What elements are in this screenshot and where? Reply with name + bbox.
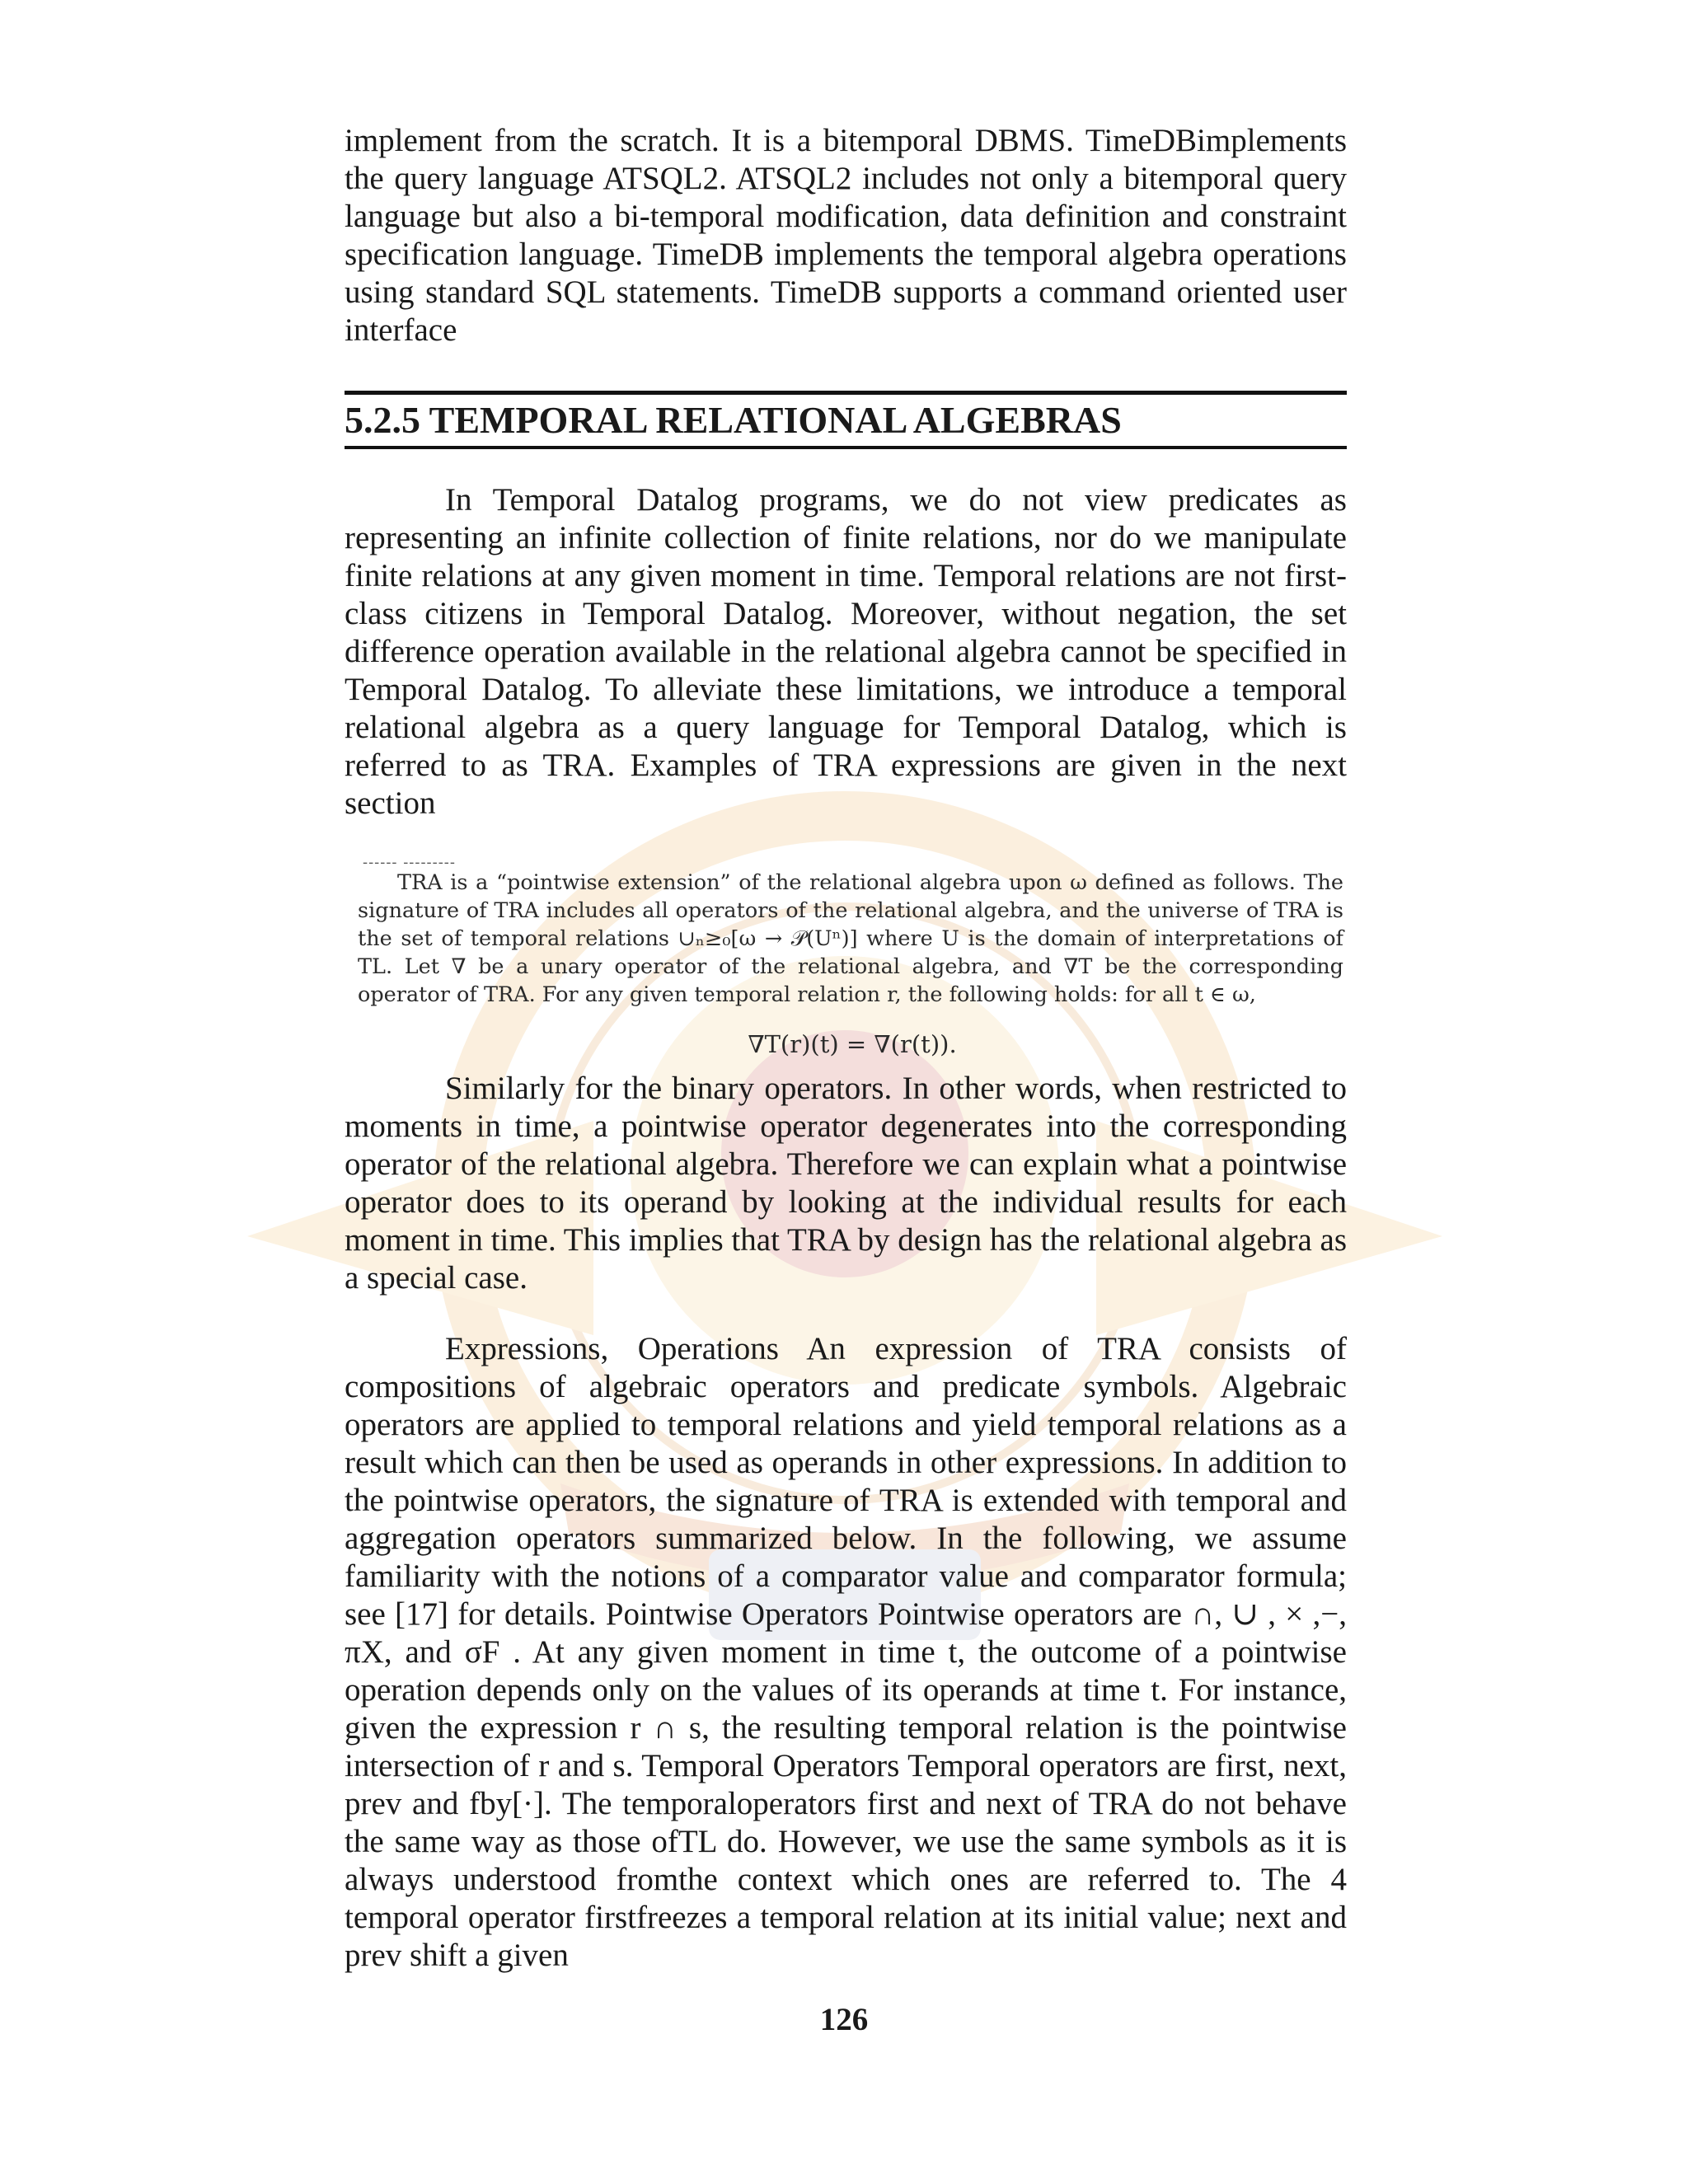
figure-equation: ∇T(r)(t) = ∇(r(t)). (748, 1030, 957, 1058)
section-heading: 5.2.5 TEMPORAL RELATIONAL ALGEBRAS (345, 399, 1122, 441)
figure-definition-text (358, 869, 1343, 1009)
binary-operators-paragraph-text: Similarly for the binary operators. In other words, when restricted to moments in time, a pointwise operator degenerates into the corresponding operator of the relational algebra. Therefore we can explain what a pointwise operator does to its operand by looking at the individual results for each moment in time. This implies that TRA by design has the relational algebra as a special case. (345, 1071, 1348, 1296)
binary-operators-paragraph (345, 1070, 1347, 1297)
figure-dashes: ------ --------- (363, 854, 456, 871)
intro-paragraph-text: implement from the scratch. It is a bitemporal DBMS. TimeDBimplements the query language ATSQL2. ATSQL2 includes not only a bitemporal query language but also a bi-temporal modification, data definition and constraint specification language. TimeDB implements the temporal algebra operations using standard SQL statements. TimeDB supports a command oriented user interface (345, 123, 1347, 348)
page-number: 126 (819, 2002, 869, 2037)
section-heading-rule (345, 391, 1347, 449)
temporal-datalog-paragraph-text: In Temporal Datalog programs, we do not view predicates as representing an infinite collection of finite relations, nor do we manipulate finite relations at any given moment in time. Temporal relations are not first-class citizens in Temporal Datalog. Moreover, without negation, the set difference operation available in the relational algebra cannot be specified in Temporal Datalog. To alleviate these limitations, we introduce a temporal relational algebra as a query language for Temporal Datalog, which is referred to as TRA. Examples of TRA expressions are given in the next section (345, 482, 1347, 821)
expressions-paragraph (345, 1330, 1347, 1975)
temporal-datalog-paragraph (345, 481, 1347, 823)
expressions-paragraph-text: Expressions, Operations An expression of TRA consists of compositions of algebraic operators and predicate symbols. Algebraic operators are applied to temporal relations and yield temporal relations as a result which can then be used as operands in other expressions. In addition to the pointwise operators, the signature of TRA is extended with temporal and aggregation operators summarized below. In the following, we assume familiarity with the notions of a comparator value and comparator formula; see [17] for details. Pointwise Operators Pointwise operators are ∩, ∪ , × ,−, πX, and σF . At any given moment in time t, the outcome of a pointwise operation depends only on the values of its operands at time t. For instance, given the expression r ∩ s, the resulting temporal relation is the pointwise intersection of r and s. Temporal Operators Temporal operators are first, next, prev and fby[·]. The temporaloperators first and next of TRA do not behave the same way as those ofTL do. However, we use the same symbols as it is always understood fromthe context which ones are referred to. The 4 temporal operator firstfreezes a temporal relation at its initial value; next and prev shift a given (345, 1331, 1347, 1973)
tra-definition-figure (358, 854, 1347, 1066)
figure-text: TRA is a “pointwise extension” of the relational algebra upon ω defined as follows. The signature of TRA includes all operators of the relational algebra, and the universe of TRA is the set of temporal relations ∪ₙ≥₀[ω → 𝒫(Uⁿ)] where U is the domain of interpretations of TL. Let ∇ be a unary operator of the relational algebra, and ∇T be the corresponding operator of TRA. For any given temporal relation r, the following holds: for all t ∈ ω, (358, 870, 1343, 1007)
intro-paragraph (345, 122, 1347, 349)
